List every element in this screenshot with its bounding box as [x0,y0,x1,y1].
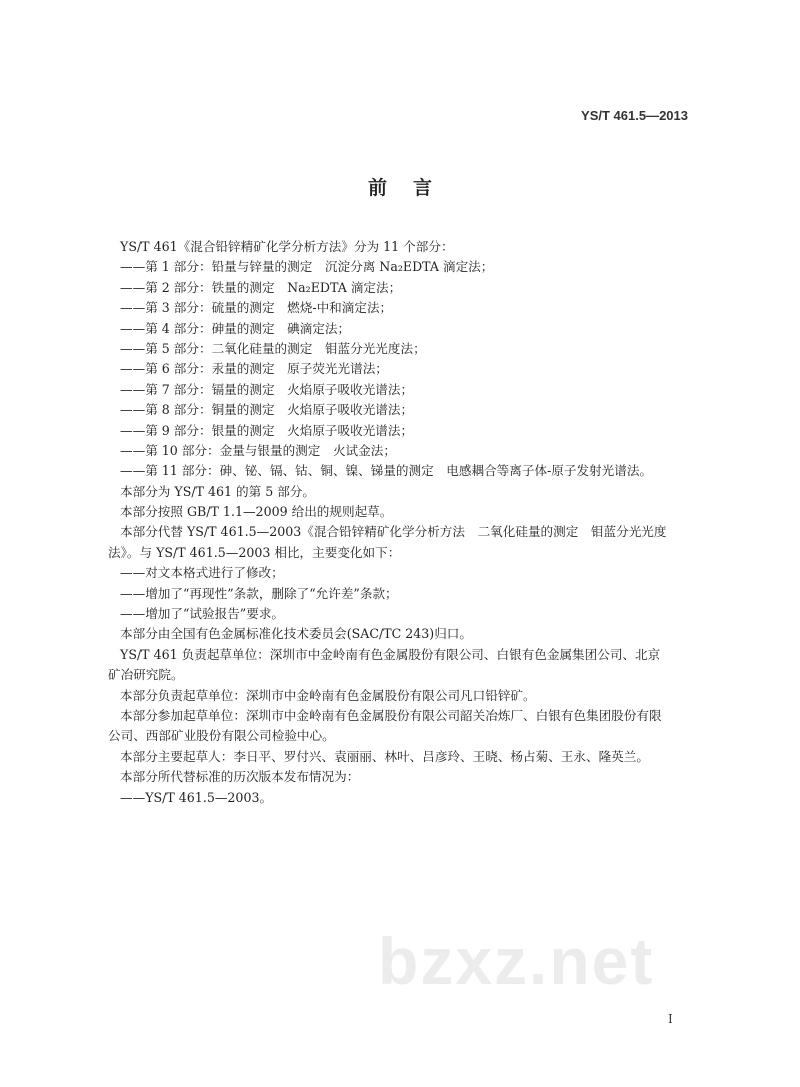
text-line: ——第 9 部分：银量的测定 火焰原子吸收光谱法； [120,422,414,438]
text-line: ——第 10 部分：金量与银量的测定 火试金法； [120,442,396,458]
text-line: ——第 11 部分：砷、铋、镉、钴、铜、镍、锑量的测定 电感耦合等离子体-原子发射光谱法。 [120,463,653,479]
text-line: ——增加了“试验报告”要求。 [120,606,285,622]
text-line: 矿冶研究院。 [108,667,184,683]
text-line: 本部分由全国有色金属标准化技术委员会(SAC/TC 243)归口。 [120,626,472,642]
page-title: 前言 [367,177,458,199]
text-line: ——对文本格式进行了修改； [120,565,284,581]
text-line: 本部分所代替标准的历次版本发布情况为： [120,769,360,785]
text-line: 本部分按照 GB/T 1.1—2009 给出的规则起草。 [120,504,393,520]
text-line: ——第 6 部分：汞量的测定 原子荧光光谱法； [120,361,388,377]
text-line: 本部分主要起草人：李日平、罗付兴、袁丽丽、林叶、吕彦玲、王晓、杨占菊、王永、隆英兰。 [120,748,649,764]
text-line: ——第 3 部分：硫量的测定 燃烧-中和滴定法； [120,300,393,316]
text-line: 公司、西部矿业股份有限公司检验中心。 [108,728,335,744]
page-number: I [668,1012,673,1026]
text-line: ——增加了“再现性”条款，删除了“允许差”条款； [120,585,398,601]
text-line: ——第 7 部分：镉量的测定 火焰原子吸收光谱法； [120,381,414,397]
text-line: ——第 2 部分：铁量的测定 Na₂EDTA 滴定法； [120,279,402,295]
text-line: ——第 8 部分：铜量的测定 火焰原子吸收光谱法； [120,402,414,418]
text-line: YS/T 461 负责起草单位：深圳市中金岭南有色金属股份有限公司、白银有色金属集团公司、北京 [120,646,661,662]
text-line: ——第 5 部分：二氧化硅量的测定 钼蓝分光光度法； [120,340,426,356]
text-line: ——第 1 部分：铅量与锌量的测定 沉淀分离 Na₂EDTA 滴定法； [120,259,494,275]
text-line: YS/T 461《混合铅锌精矿化学分析方法》分为 11 个部分： [120,239,454,254]
text-line: ——第 4 部分：砷量的测定 碘滴定法； [120,320,351,336]
text-line: 本部分代替 YS/T 461.5—2003《混合铅锌精矿化学分析方法 二氧化硅量的测定 钼蓝分光光度 [120,524,667,540]
text-line: ——YS/T 461.5—2003。 [120,789,273,805]
standard-number: YS/T 461.5—2013 [581,108,688,123]
text-line: 本部分参加起草单位：深圳市中金岭南有色金属股份有限公司韶关冶炼厂、白银有色集团股份有限 [120,707,662,723]
text-line: 法》。与 YS/T 461.5—2003 相比，主要变化如下： [108,544,401,560]
foreword-body [108,237,688,808]
watermark: bzxz.net [378,924,655,998]
text-line: 本部分为 YS/T 461 的第 5 部分。 [120,483,315,499]
text-line: 本部分负责起草单位：深圳市中金岭南有色金属股份有限公司凡口铅锌矿。 [120,687,536,703]
